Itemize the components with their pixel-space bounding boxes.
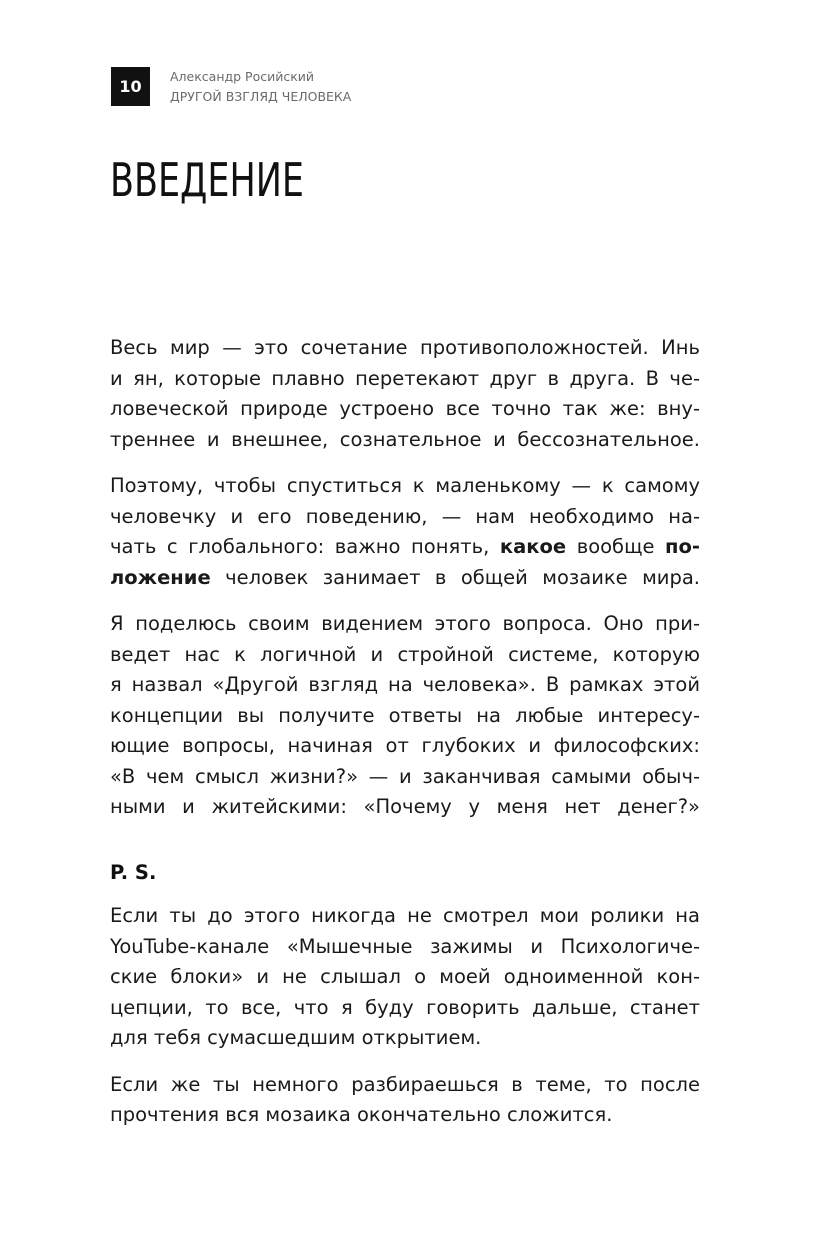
bold-word: какое (499, 535, 567, 558)
text-line: Если ты до этого никогда не смотрел мои ролики на (110, 904, 700, 927)
text-line (110, 563, 700, 594)
text-run: чать с глобального: важно понять, (110, 535, 500, 558)
text-line: Весь мир — это сочетание противоположностей. Инь (110, 336, 700, 359)
text-line: «В чем смысл жизни?» — и заканчивая самыми обыч- (110, 764, 700, 788)
main-text (110, 333, 700, 823)
text-line: цепции, то все, что я буду говорить дальше, станет (110, 995, 700, 1019)
text-run: человек занимает в общей мозаике мира. (210, 565, 700, 589)
paragraph-2 (110, 471, 700, 593)
paragraph-1 (110, 333, 700, 455)
postscript-text (110, 901, 700, 1131)
text-line: Поэтому, чтобы спуститься к маленькому — к самому (110, 474, 700, 497)
text-run: вообще (566, 535, 666, 558)
text-line: ские блоки» и не слышал о моей одноименной кон- (110, 965, 700, 988)
text-line: YouTube-канале «Мышечные зажимы и Психологиче- (110, 934, 700, 958)
text-line: ведет нас к логичной и стройной системе, которую (110, 642, 700, 666)
text-line: Если же ты немного разбираешься в теме, то после (110, 1072, 700, 1096)
text-line: и ян, которые плавно перетекают друг в друга. В че- (110, 366, 700, 390)
postscript-paragraph-1 (110, 901, 700, 1054)
text-line: человечку и его поведению, — нам необходимо на- (110, 504, 700, 528)
paragraph-3 (110, 609, 700, 823)
text-line: для тебя сумасшедшим открытием. (110, 1026, 482, 1049)
running-head (170, 67, 351, 107)
text-line: ными и житейскими: «Почему у меня нет денег?» (110, 795, 700, 818)
text-line: треннее и внешнее, сознательное и бессознательное. (110, 427, 700, 451)
postscript-paragraph-2 (110, 1070, 700, 1131)
page-number: 10 (111, 67, 150, 106)
chapter-title: ВВЕДЕНИЕ (110, 153, 304, 207)
text-line: я назвал «Другой взгляд на человека». В рамках этой (110, 673, 700, 696)
book-title: ДРУГОЙ ВЗГЛЯД ЧЕЛОВЕКА (170, 89, 352, 104)
text-line: концепции вы получите ответы на любые интересу- (110, 703, 700, 727)
text-line (110, 532, 700, 563)
bold-word: по- (665, 535, 701, 558)
text-line: Я поделюсь своим видением этого вопроса. Оно при- (110, 612, 700, 635)
author-name: Александр Росийский (170, 69, 315, 84)
text-line: ловеческой природе устроено все точно так же: вну- (110, 397, 700, 420)
postscript-heading: P. S. (110, 861, 157, 884)
text-line: ющие вопросы, начиная от глубоких и философских: (110, 734, 700, 757)
text-line: прочтения вся мозаика окончательно сложится. (110, 1103, 613, 1126)
bold-word: ложение (110, 565, 211, 589)
